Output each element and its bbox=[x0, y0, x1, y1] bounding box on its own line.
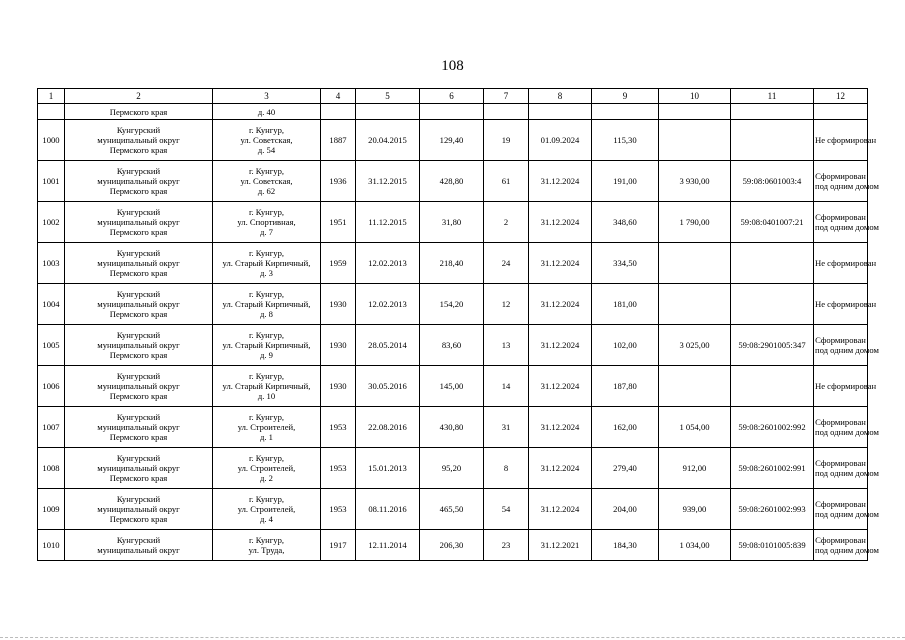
cell-c10 bbox=[659, 284, 731, 325]
cell-line: д. 10 bbox=[257, 391, 276, 401]
cell-line: г. Кунгур, bbox=[248, 207, 285, 217]
cell-c2 bbox=[65, 489, 213, 530]
cell-c6: 83,60 bbox=[420, 325, 484, 366]
cell-c10: 1 790,00 bbox=[659, 202, 731, 243]
cell-line: под одним домом bbox=[815, 427, 879, 437]
column-header-12: 12 bbox=[814, 89, 868, 104]
cell-c6: 31,80 bbox=[420, 202, 484, 243]
cell-c11: 59:08:2601002:992 bbox=[731, 407, 814, 448]
cell-c6: 154,20 bbox=[420, 284, 484, 325]
cell-c10: 3 930,00 bbox=[659, 161, 731, 202]
cell-c9 bbox=[592, 104, 659, 120]
cell-c12 bbox=[814, 530, 879, 561]
cell-line: муниципальный округ bbox=[97, 135, 180, 145]
cell-c6: 428,80 bbox=[420, 161, 484, 202]
cell-line: Кунгурский bbox=[116, 248, 161, 258]
cell-c4: 1936 bbox=[321, 161, 356, 202]
cell-c1: 1001 bbox=[38, 161, 65, 202]
cell-c8: 31.12.2021 bbox=[529, 530, 592, 561]
cell-c2 bbox=[65, 366, 213, 407]
cell-line: г. Кунгур, bbox=[248, 248, 285, 258]
cell-line: ул. Труда, bbox=[248, 545, 285, 555]
cell-c11: 59:08:0101005:839 bbox=[731, 530, 814, 561]
cell-c8: 31.12.2024 bbox=[529, 407, 592, 448]
cell-c9: 187,80 bbox=[592, 366, 659, 407]
cell-c6: 206,30 bbox=[420, 530, 484, 561]
cell-c11 bbox=[731, 104, 814, 120]
cell-c1: 1010 bbox=[38, 530, 65, 561]
cell-line: муниципальный округ bbox=[97, 340, 180, 350]
cell-c10 bbox=[659, 104, 731, 120]
cell-c8 bbox=[529, 104, 592, 120]
cell-c1: 1009 bbox=[38, 489, 65, 530]
cell-c12 bbox=[814, 407, 879, 448]
cell-c2 bbox=[65, 120, 213, 161]
cell-c2 bbox=[65, 243, 213, 284]
table-row bbox=[38, 120, 868, 161]
cell-c2 bbox=[65, 407, 213, 448]
cell-line: г. Кунгур, bbox=[248, 371, 285, 381]
cell-line: муниципальный округ bbox=[97, 176, 180, 186]
cell-line: Кунгурский bbox=[116, 535, 161, 545]
cell-c6: 129,40 bbox=[420, 120, 484, 161]
cell-c5: 12.02.2013 bbox=[356, 284, 420, 325]
cell-c7: 8 bbox=[484, 448, 529, 489]
cell-c10: 1 054,00 bbox=[659, 407, 731, 448]
cell-line: ул. Старый Кирпичный, bbox=[222, 381, 311, 391]
cell-c8: 31.12.2024 bbox=[529, 325, 592, 366]
cell-c3 bbox=[213, 530, 321, 561]
cell-line: муниципальный округ bbox=[97, 422, 180, 432]
cell-c8: 31.12.2024 bbox=[529, 284, 592, 325]
cell-c4: 1930 bbox=[321, 325, 356, 366]
cell-line: ул. Строителей, bbox=[237, 422, 296, 432]
cell-line: Пермского края bbox=[109, 391, 168, 401]
cell-c9: 191,00 bbox=[592, 161, 659, 202]
cell-c9: 334,50 bbox=[592, 243, 659, 284]
table-row bbox=[38, 448, 868, 489]
cell-c11: 59:08:2901005:347 bbox=[731, 325, 814, 366]
cell-c7: 24 bbox=[484, 243, 529, 284]
cell-line: Кунгурский bbox=[116, 125, 161, 135]
cell-c12 bbox=[814, 120, 877, 161]
cell-c7: 54 bbox=[484, 489, 529, 530]
cell-c9: 204,00 bbox=[592, 489, 659, 530]
cell-line: Кунгурский bbox=[116, 371, 161, 381]
cell-line: Пермского края bbox=[109, 432, 168, 442]
cell-c12 bbox=[814, 366, 877, 407]
cell-c4 bbox=[321, 104, 356, 120]
table-row bbox=[38, 284, 868, 325]
cell-c9: 102,00 bbox=[592, 325, 659, 366]
cell-line: ул. Советская, bbox=[240, 135, 293, 145]
table-row bbox=[38, 489, 868, 530]
cell-c5: 12.02.2013 bbox=[356, 243, 420, 284]
cell-line: Сформирован bbox=[815, 535, 866, 545]
cell-c11 bbox=[731, 284, 814, 325]
cell-line: Не сформирован bbox=[815, 299, 877, 309]
cell-line: под одним домом bbox=[815, 509, 879, 519]
cell-line: муниципальный округ bbox=[97, 463, 180, 473]
cell-c8: 31.12.2024 bbox=[529, 243, 592, 284]
cell-c5: 28.05.2014 bbox=[356, 325, 420, 366]
cell-c8: 31.12.2024 bbox=[529, 489, 592, 530]
cell-line: ул. Старый Кирпичный, bbox=[222, 258, 311, 268]
cell-c5: 30.05.2016 bbox=[356, 366, 420, 407]
cell-c8: 31.12.2024 bbox=[529, 161, 592, 202]
cell-line: Пермского края bbox=[109, 309, 168, 319]
column-header-9: 9 bbox=[592, 89, 659, 104]
cell-c4: 1953 bbox=[321, 489, 356, 530]
cell-c5: 15.01.2013 bbox=[356, 448, 420, 489]
table-row bbox=[38, 325, 868, 366]
cell-c3 bbox=[213, 448, 321, 489]
table-row bbox=[38, 407, 868, 448]
cell-c11 bbox=[731, 366, 814, 407]
cell-c5: 11.12.2015 bbox=[356, 202, 420, 243]
cell-line: муниципальный округ bbox=[97, 299, 180, 309]
cell-c10: 3 025,00 bbox=[659, 325, 731, 366]
cell-c11: 59:08:0401007:21 bbox=[731, 202, 814, 243]
cell-c8: 31.12.2024 bbox=[529, 448, 592, 489]
cell-line: Сформирован bbox=[815, 499, 866, 509]
cell-line: под одним домом bbox=[815, 345, 879, 355]
cell-c4: 1953 bbox=[321, 448, 356, 489]
table-row bbox=[38, 366, 868, 407]
cell-c6: 465,50 bbox=[420, 489, 484, 530]
cell-c1: 1004 bbox=[38, 284, 65, 325]
cell-line: Кунгурский bbox=[116, 453, 161, 463]
cell-c12 bbox=[814, 325, 879, 366]
cell-c10: 939,00 bbox=[659, 489, 731, 530]
cell-c7: 23 bbox=[484, 530, 529, 561]
cell-line: ул. Спортивная, bbox=[237, 217, 296, 227]
cell-c9: 184,30 bbox=[592, 530, 659, 561]
cell-line: Сформирован bbox=[815, 458, 866, 468]
cell-line: под одним домом bbox=[815, 468, 879, 478]
column-header-1: 1 bbox=[38, 89, 65, 104]
cell-line: Кунгурский bbox=[116, 412, 161, 422]
cell-c6: 95,20 bbox=[420, 448, 484, 489]
column-header-10: 10 bbox=[659, 89, 731, 104]
table-row bbox=[38, 530, 868, 561]
cell-c1: 1002 bbox=[38, 202, 65, 243]
cell-line: Пермского края bbox=[109, 473, 168, 483]
cell-c3 bbox=[213, 366, 321, 407]
cell-line: Сформирован bbox=[815, 417, 866, 427]
cell-c3 bbox=[213, 161, 321, 202]
column-header-7: 7 bbox=[484, 89, 529, 104]
cell-line: муниципальный округ bbox=[97, 545, 180, 555]
cell-c6: 218,40 bbox=[420, 243, 484, 284]
cell-c5: 12.11.2014 bbox=[356, 530, 420, 561]
cell-line: д. 3 bbox=[260, 268, 273, 278]
cell-c3 bbox=[213, 407, 321, 448]
cell-line: д. 54 bbox=[257, 145, 276, 155]
cell-c3: д. 40 bbox=[213, 104, 321, 120]
housing-registry-table bbox=[37, 88, 879, 561]
cell-c12 bbox=[814, 104, 868, 120]
cell-line: под одним домом bbox=[815, 222, 879, 232]
column-header-8: 8 bbox=[529, 89, 592, 104]
cell-c7: 14 bbox=[484, 366, 529, 407]
cell-c9: 115,30 bbox=[592, 120, 659, 161]
cell-c8: 31.12.2024 bbox=[529, 366, 592, 407]
cell-c7: 61 bbox=[484, 161, 529, 202]
cell-c4: 1930 bbox=[321, 284, 356, 325]
cell-c9: 181,00 bbox=[592, 284, 659, 325]
continuation-row bbox=[38, 104, 868, 120]
cell-c12 bbox=[814, 161, 879, 202]
column-header-5: 5 bbox=[356, 89, 420, 104]
cell-c5 bbox=[356, 104, 420, 120]
cell-c1: 1007 bbox=[38, 407, 65, 448]
cell-c9: 348,60 bbox=[592, 202, 659, 243]
cell-line: ул. Советская, bbox=[240, 176, 293, 186]
cell-line: Кунгурский bbox=[116, 330, 161, 340]
cell-line: д. 2 bbox=[260, 473, 273, 483]
cell-c1: 1005 bbox=[38, 325, 65, 366]
cell-line: д. 7 bbox=[260, 227, 273, 237]
cell-c6: 430,80 bbox=[420, 407, 484, 448]
cell-c10 bbox=[659, 366, 731, 407]
cell-line: под одним домом bbox=[815, 181, 879, 191]
cell-c11 bbox=[731, 243, 814, 284]
cell-line: Сформирован bbox=[815, 171, 866, 181]
bottom-rule bbox=[0, 634, 905, 638]
cell-c10 bbox=[659, 120, 731, 161]
cell-line: Не сформирован bbox=[815, 135, 877, 145]
cell-c7: 12 bbox=[484, 284, 529, 325]
cell-c10: 912,00 bbox=[659, 448, 731, 489]
cell-line: Сформирован bbox=[815, 335, 866, 345]
cell-c3 bbox=[213, 325, 321, 366]
column-header-11: 11 bbox=[731, 89, 814, 104]
cell-line: ул. Строителей, bbox=[237, 463, 296, 473]
cell-c2 bbox=[65, 325, 213, 366]
cell-c8: 01.09.2024 bbox=[529, 120, 592, 161]
page-number: 108 bbox=[441, 58, 464, 74]
cell-c12 bbox=[814, 284, 877, 325]
cell-c9: 279,40 bbox=[592, 448, 659, 489]
cell-c6 bbox=[420, 104, 484, 120]
column-header-4: 4 bbox=[321, 89, 356, 104]
cell-c9: 162,00 bbox=[592, 407, 659, 448]
cell-c2 bbox=[65, 161, 213, 202]
cell-line: Пермского края bbox=[109, 186, 168, 196]
cell-c1: 1000 bbox=[38, 120, 65, 161]
cell-line: г. Кунгур, bbox=[248, 289, 285, 299]
cell-line: д. 4 bbox=[260, 514, 273, 524]
cell-c3 bbox=[213, 243, 321, 284]
cell-c1: 1003 bbox=[38, 243, 65, 284]
cell-c10 bbox=[659, 243, 731, 284]
cell-c5: 22.08.2016 bbox=[356, 407, 420, 448]
cell-line: д. 9 bbox=[260, 350, 273, 360]
cell-line: Пермского края bbox=[109, 350, 168, 360]
cell-line: под одним домом bbox=[815, 545, 879, 555]
cell-c7: 19 bbox=[484, 120, 529, 161]
cell-c3 bbox=[213, 284, 321, 325]
cell-c3 bbox=[213, 120, 321, 161]
cell-line: г. Кунгур, bbox=[248, 330, 285, 340]
table-row bbox=[38, 202, 868, 243]
cell-line: Кунгурский bbox=[116, 207, 161, 217]
cell-c11: 59:08:0601003:4 bbox=[731, 161, 814, 202]
cell-c8: 31.12.2024 bbox=[529, 202, 592, 243]
cell-c2 bbox=[65, 530, 213, 561]
cell-line: Сформирован bbox=[815, 212, 866, 222]
cell-c12 bbox=[814, 202, 879, 243]
cell-line: муниципальный округ bbox=[97, 381, 180, 391]
cell-c1: 1008 bbox=[38, 448, 65, 489]
cell-c5: 20.04.2015 bbox=[356, 120, 420, 161]
cell-c1 bbox=[38, 104, 65, 120]
cell-c7 bbox=[484, 104, 529, 120]
cell-line: Пермского края bbox=[109, 145, 168, 155]
cell-c11: 59:08:2601002:991 bbox=[731, 448, 814, 489]
cell-line: Кунгурский bbox=[116, 289, 161, 299]
cell-c1: 1006 bbox=[38, 366, 65, 407]
cell-line: муниципальный округ bbox=[97, 258, 180, 268]
cell-line: Пермского края bbox=[109, 227, 168, 237]
cell-c7: 31 bbox=[484, 407, 529, 448]
cell-line: г. Кунгур, bbox=[248, 412, 285, 422]
table-body bbox=[38, 89, 879, 561]
cell-c2 bbox=[65, 284, 213, 325]
cell-line: ул. Строителей, bbox=[237, 504, 296, 514]
cell-line: Не сформирован bbox=[815, 258, 877, 268]
cell-line: г. Кунгур, bbox=[248, 125, 285, 135]
cell-c3 bbox=[213, 202, 321, 243]
cell-line: Кунгурский bbox=[116, 494, 161, 504]
cell-c11 bbox=[731, 120, 814, 161]
cell-line: ул. Старый Кирпичный, bbox=[222, 340, 311, 350]
cell-line: муниципальный округ bbox=[97, 504, 180, 514]
cell-c7: 2 bbox=[484, 202, 529, 243]
cell-line: г. Кунгур, bbox=[248, 494, 285, 504]
column-header-6: 6 bbox=[420, 89, 484, 104]
cell-c2 bbox=[65, 448, 213, 489]
cell-line: г. Кунгур, bbox=[248, 166, 285, 176]
cell-c3 bbox=[213, 489, 321, 530]
cell-c2 bbox=[65, 202, 213, 243]
cell-c6: 145,00 bbox=[420, 366, 484, 407]
cell-line: Пермского края bbox=[109, 514, 168, 524]
cell-c4: 1930 bbox=[321, 366, 356, 407]
cell-c5: 08.11.2016 bbox=[356, 489, 420, 530]
cell-line: Пермского края bbox=[109, 268, 168, 278]
cell-c4: 1953 bbox=[321, 407, 356, 448]
cell-line: Не сформирован bbox=[815, 381, 877, 391]
column-header-3: 3 bbox=[213, 89, 321, 104]
cell-line: ул. Старый Кирпичный, bbox=[222, 299, 311, 309]
cell-c12 bbox=[814, 448, 879, 489]
cell-c4: 1887 bbox=[321, 120, 356, 161]
cell-c4: 1959 bbox=[321, 243, 356, 284]
cell-c4: 1951 bbox=[321, 202, 356, 243]
cell-c11: 59:08:2601002:993 bbox=[731, 489, 814, 530]
cell-c4: 1917 bbox=[321, 530, 356, 561]
cell-line: д. 8 bbox=[260, 309, 273, 319]
cell-line: г. Кунгур, bbox=[248, 453, 285, 463]
table-row bbox=[38, 243, 868, 284]
cell-c7: 13 bbox=[484, 325, 529, 366]
table-row bbox=[38, 161, 868, 202]
cell-line: д. 62 bbox=[257, 186, 276, 196]
cell-c5: 31.12.2015 bbox=[356, 161, 420, 202]
cell-line: Кунгурский bbox=[116, 166, 161, 176]
cell-line: г. Кунгур, bbox=[248, 535, 285, 545]
cell-line: муниципальный округ bbox=[97, 217, 180, 227]
column-header-2: 2 bbox=[65, 89, 213, 104]
cell-c12 bbox=[814, 243, 877, 284]
cell-c10: 1 034,00 bbox=[659, 530, 731, 561]
cell-line: д. 1 bbox=[260, 432, 273, 442]
cell-c2: Пермского края bbox=[65, 104, 213, 120]
header-row bbox=[38, 89, 868, 104]
cell-c12 bbox=[814, 489, 879, 530]
